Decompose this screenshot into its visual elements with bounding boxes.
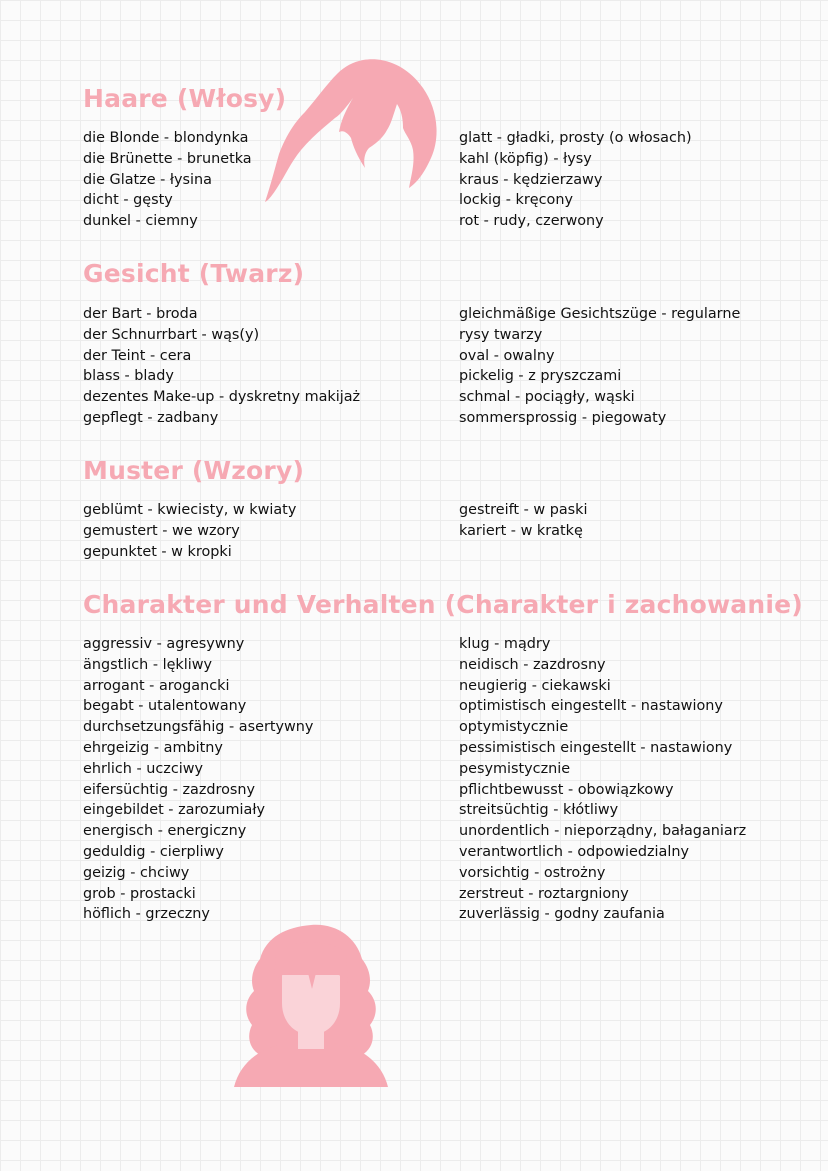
list-item: rot - rudy, czerwony bbox=[459, 213, 604, 230]
list-item: begabt - utalentowany bbox=[83, 698, 247, 715]
section-title-patterns: Muster (Wzory) bbox=[83, 456, 305, 485]
character-vocab-right bbox=[459, 634, 746, 925]
list-item: die Glatze - łysina bbox=[83, 171, 212, 188]
face-vocab-right bbox=[459, 304, 740, 429]
list-item: energisch - energiczny bbox=[83, 823, 247, 840]
list-item: neidisch - zazdrosny bbox=[459, 656, 606, 673]
list-item: zerstreut - roztargniony bbox=[459, 885, 629, 902]
list-item: rysy twarzy bbox=[459, 326, 543, 343]
list-item: ehrgeizig - ambitny bbox=[83, 739, 223, 756]
list-item: die Brünette - brunetka bbox=[83, 150, 252, 167]
list-item: neugierig - ciekawski bbox=[459, 677, 611, 694]
list-item: der Bart - broda bbox=[83, 306, 198, 322]
list-item: pflichtbewusst - obowiązkowy bbox=[459, 781, 674, 798]
list-item: lockig - kręcony bbox=[459, 192, 573, 209]
list-item: dezentes Make-up - dyskretny makijaż bbox=[83, 389, 361, 406]
character-vocab-left bbox=[83, 634, 313, 925]
list-item: glatt - gładki, prosty (o włosach) bbox=[459, 130, 692, 146]
patterns-vocab-right bbox=[459, 500, 588, 542]
list-item: ehrlich - uczciwy bbox=[83, 760, 204, 777]
hair-silhouette-illustration bbox=[265, 58, 441, 203]
list-item: dunkel - ciemny bbox=[83, 213, 198, 230]
list-item: ängstlich - lękliwy bbox=[83, 656, 213, 673]
list-item: geizig - chciwy bbox=[83, 864, 190, 881]
list-item: höflich - grzeczny bbox=[83, 906, 210, 923]
list-item: gemustert - we wzory bbox=[83, 522, 240, 539]
section-title-hair: Haare (Włosy) bbox=[83, 84, 287, 113]
list-item: gepflegt - zadbany bbox=[83, 409, 219, 426]
list-item: oval - owalny bbox=[459, 347, 555, 364]
list-item: optimistisch eingestellt - nastawiony bbox=[459, 698, 723, 715]
list-item: zuverlässig - godny zaufania bbox=[459, 906, 665, 923]
list-item: gepunktet - w kropki bbox=[83, 543, 232, 560]
list-item: arrogant - arogancki bbox=[83, 677, 230, 694]
list-item: gestreift - w paski bbox=[459, 502, 588, 518]
list-item: geblümt - kwiecisty, w kwiaty bbox=[83, 502, 297, 518]
list-item: pesymistycznie bbox=[459, 760, 571, 777]
list-item: der Teint - cera bbox=[83, 347, 192, 364]
list-item: grob - prostacki bbox=[83, 885, 196, 902]
list-item: kraus - kędzierzawy bbox=[459, 171, 603, 188]
woman-portrait-illustration bbox=[232, 923, 390, 1089]
patterns-vocab-left bbox=[83, 500, 296, 562]
list-item: sommersprossig - piegowaty bbox=[459, 409, 667, 426]
list-item: klug - mądry bbox=[459, 636, 551, 652]
list-item: gleichmäßige Gesichtszüge - regularne bbox=[459, 306, 741, 322]
list-item: unordentlich - nieporządny, bałaganiarz bbox=[459, 823, 747, 840]
list-item: aggressiv - agresywny bbox=[83, 636, 245, 652]
list-item: durchsetzungsfähig - asertywny bbox=[83, 719, 314, 736]
section-title-character: Charakter und Verhalten (Charakter i zachowanie) bbox=[83, 590, 803, 619]
hair-vocab-left bbox=[83, 128, 252, 232]
list-item: vorsichtig - ostrożny bbox=[459, 864, 606, 881]
list-item: verantwortlich - odpowiedzialny bbox=[459, 843, 690, 860]
list-item: streitsüchtig - kłótliwy bbox=[459, 802, 619, 819]
list-item: dicht - gęsty bbox=[83, 192, 173, 209]
list-item: die Blonde - blondynka bbox=[83, 130, 249, 146]
list-item: pessimistisch eingestellt - nastawiony bbox=[459, 739, 733, 756]
face-vocab-left bbox=[83, 304, 360, 429]
list-item: blass - blady bbox=[83, 368, 174, 385]
hair-vocab-right bbox=[459, 128, 692, 232]
list-item: kahl (köpfig) - łysy bbox=[459, 150, 592, 167]
list-item: eifersüchtig - zazdrosny bbox=[83, 781, 256, 798]
section-title-face: Gesicht (Twarz) bbox=[83, 259, 305, 288]
list-item: der Schnurrbart - wąs(y) bbox=[83, 326, 260, 343]
list-item: eingebildet - zarozumiały bbox=[83, 802, 265, 819]
list-item: kariert - w kratkę bbox=[459, 522, 583, 539]
list-item: pickelig - z pryszczami bbox=[459, 368, 622, 385]
list-item: schmal - pociągły, wąski bbox=[459, 389, 635, 406]
list-item: geduldig - cierpliwy bbox=[83, 843, 224, 860]
list-item: optymistycznie bbox=[459, 719, 569, 736]
